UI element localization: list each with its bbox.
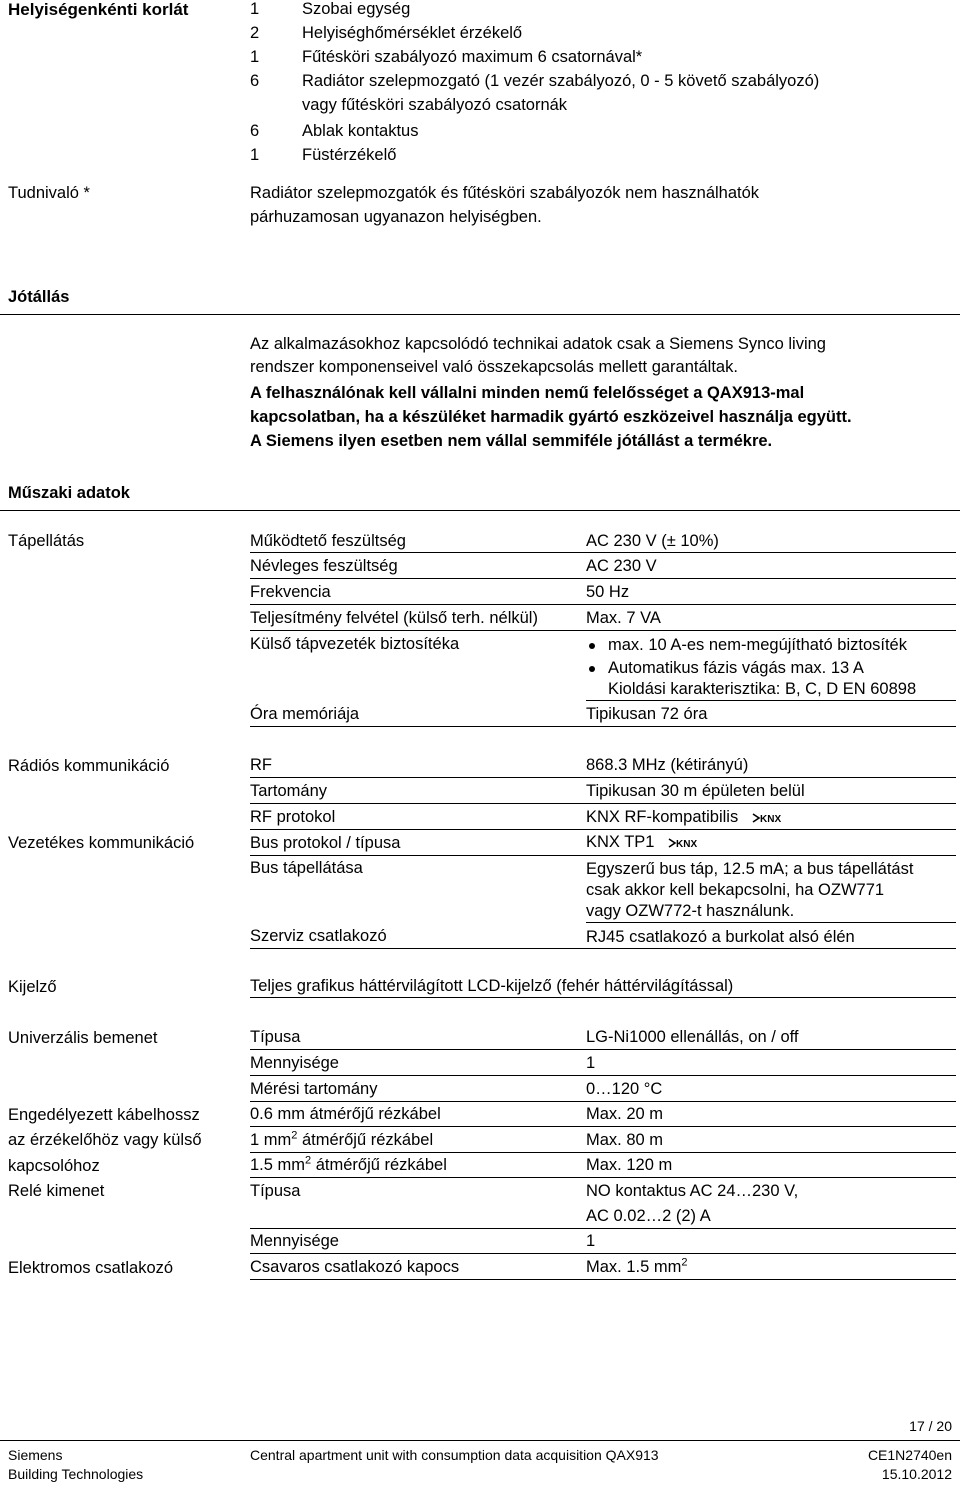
radio-protocol-text: KNX RF-kompatibilis <box>586 808 739 826</box>
row-rule <box>250 1075 956 1076</box>
universal-range-key: Mérési tartomány <box>250 1080 378 1098</box>
warranty-p2-line1: A felhasználónak kell vállalni minden nemű felelősséget a QAX913-mal <box>250 384 805 402</box>
radio-protocol-value <box>586 808 781 827</box>
row-rule <box>250 829 956 830</box>
wired-bus-protocol-value <box>586 833 697 852</box>
radio-label: Rádiós kommunikáció <box>8 757 170 775</box>
power-fuse-bullet-2-cont: Kioldási karakterisztika: B, C, D EN 60898 <box>608 680 917 698</box>
power-clock-key: Óra memóriája <box>250 705 360 723</box>
cable-label-3: kapcsolóhoz <box>8 1157 100 1175</box>
cable-1-key: 1 $mm^2$ átmérőjű rézkábel <box>250 1129 434 1149</box>
universal-type-key: Típusa <box>250 1028 301 1046</box>
radio-protocol-key: RF protokol <box>250 808 336 826</box>
relay-quantity-key: Mennyisége <box>250 1232 339 1250</box>
cable-06-value: Max. 20 m <box>586 1105 664 1123</box>
footer-doc-id: CE1N2740en <box>867 1447 952 1463</box>
row-rule <box>586 700 956 701</box>
page-number: 17 / 20 <box>909 1418 952 1434</box>
universal-quantity-value: 1 <box>586 1054 596 1072</box>
row-rule <box>250 1152 956 1153</box>
row-rule <box>250 552 956 553</box>
power-fuse-key: Külső tápvezeték biztosítéka <box>250 635 460 653</box>
universal-quantity-key: Mennyisége <box>250 1054 339 1072</box>
svg-text:KNX: KNX <box>676 838 698 850</box>
warranty-p2-line2: kapcsolatban, ha a készüléket harmadik gyártó eszközeivel használja együtt. <box>250 408 852 426</box>
row-rule <box>250 777 956 778</box>
universal-input-label: Univerzális bemenet <box>8 1029 158 1047</box>
wired-bus-power-value-3: vagy OZW772-t használunk. <box>586 902 795 920</box>
row-rule <box>250 855 956 856</box>
room-limit-label: Helyiségenkénti korlát <box>8 0 189 19</box>
bullet-icon <box>589 643 595 649</box>
power-label: Tápellátás <box>8 532 85 550</box>
radio-rf-key: RF <box>250 756 272 774</box>
row-rule <box>250 1177 956 1178</box>
power-operating-voltage-value: AC 230 V (± 10%) <box>586 532 719 550</box>
relay-type-value-1: NO kontaktus AC 24…230 V, <box>586 1182 799 1200</box>
warranty-p1-line1: Az alkalmazásokhoz kapcsolódó technikai adatok csak a Siemens Synco living <box>250 335 826 353</box>
footer-rule <box>0 1440 960 1441</box>
warranty-rule <box>0 314 960 315</box>
power-rated-voltage-value: AC 230 V <box>586 557 657 575</box>
universal-range-value: 0…120 °C <box>586 1080 663 1098</box>
wired-service-value: RJ45 csatlakozó a burkolat alsó élén <box>586 928 855 946</box>
power-frequency-value: 50 Hz <box>586 583 630 601</box>
footer-product: Central apartment unit with consumption data acquisition QAX913 <box>250 1447 659 1463</box>
wired-service-key: Szerviz csatlakozó <box>250 927 387 945</box>
wired-bus-power-value-2: csak akkor kell bekapcsolni, ha OZW771 <box>586 881 885 899</box>
power-fuse-bullet-2: Automatikus fázis vágás max. 13 A <box>608 659 864 677</box>
relay-type-key: Típusa <box>250 1182 301 1200</box>
relay-label: Relé kimenet <box>8 1182 105 1200</box>
warranty-p2-line3: A Siemens ilyen esetben nem vállal semmiféle jótállást a termékre. <box>250 432 773 450</box>
note-line-2: párhuzamosan ugyanazon helyiségben. <box>250 208 542 226</box>
cable-15-key: 1.5 $mm^2$ átmérőjű rézkábel <box>250 1154 447 1174</box>
display-label: Kijelző <box>8 978 57 996</box>
row-rule <box>250 997 956 998</box>
wired-bus-protocol-text: KNX TP1 <box>586 833 655 851</box>
cable-label-1: Engedélyezett kábelhossz <box>8 1106 200 1124</box>
knx-logo-icon <box>667 836 697 850</box>
footer-company-1: Siemens <box>8 1447 63 1463</box>
cable-06-key: 0.6 mm átmérőjű rézkábel <box>250 1105 441 1123</box>
power-operating-voltage-key: Működtető feszültség <box>250 532 406 550</box>
row-rule <box>250 948 956 949</box>
terminal-label: Elektromos csatlakozó <box>8 1259 174 1277</box>
footer-date: 15.10.2012 <box>881 1466 952 1482</box>
display-value: Teljes grafikus háttérvilágított LCD-kijelző (fehér háttérvilágítással) <box>250 977 734 995</box>
cable-15-value: Max. 120 m <box>586 1156 673 1174</box>
row-rule <box>250 1126 956 1127</box>
row-rule <box>250 1228 956 1229</box>
row-rule <box>250 630 956 631</box>
warranty-p1-line2: rendszer komponenseivel való összekapcsolás mellett garantáltak. <box>250 358 738 376</box>
row-rule <box>250 726 956 727</box>
warranty-heading: Jótállás <box>8 288 70 306</box>
row-rule <box>586 922 956 923</box>
note-label: Tudnivaló * <box>8 184 90 202</box>
universal-type-value: LG-Ni1000 ellenállás, on / off <box>586 1028 799 1046</box>
tech-heading: Műszaki adatok <box>8 484 130 502</box>
row-rule <box>250 1101 956 1102</box>
wired-bus-protocol-key: Bus protokol / típusa <box>250 834 401 852</box>
power-frequency-key: Frekvencia <box>250 583 331 601</box>
row-rule <box>250 1253 956 1254</box>
row-rule <box>250 803 956 804</box>
cable-1-value: Max. 80 m <box>586 1131 664 1149</box>
row-rule <box>250 604 956 605</box>
radio-rf-value: 868.3 MHz (kétirányú) <box>586 756 749 774</box>
wired-bus-power-value-1: Egyszerű bus táp, 12.5 mA; a bus tápellátást <box>586 860 914 878</box>
radio-range-key: Tartomány <box>250 782 328 800</box>
terminal-key: Csavaros csatlakozó kapocs <box>250 1258 460 1276</box>
power-consumption-value: Max. 7 VA <box>586 609 661 627</box>
row-rule <box>250 1279 956 1280</box>
row-rule <box>250 1049 956 1050</box>
tech-rule <box>0 510 960 511</box>
cable-label-2: az érzékelőhöz vagy külső <box>8 1131 202 1149</box>
footer-company-2: Building Technologies <box>8 1466 144 1482</box>
power-fuse-bullet-1: max. 10 A-es nem-megújítható biztosíték <box>608 636 907 654</box>
power-consumption-key: Teljesítmény felvétel (külső terh. nélkül) <box>250 609 538 627</box>
power-clock-value: Tipikusan 72 óra <box>586 705 708 723</box>
relay-type-value-2: AC 0.02…2 (2) A <box>586 1207 711 1225</box>
bullet-icon <box>589 666 595 672</box>
terminal-value: Max. 1.5 $mm^2$ <box>586 1256 688 1276</box>
knx-logo-icon <box>751 811 781 825</box>
relay-quantity-value: 1 <box>586 1232 596 1250</box>
wired-label: Vezetékes kommunikáció <box>8 834 195 852</box>
radio-range-value: Tipikusan 30 m épületen belül <box>586 782 805 800</box>
row-rule <box>250 578 956 579</box>
power-rated-voltage-key: Névleges feszültség <box>250 557 398 575</box>
svg-text:KNX: KNX <box>759 813 781 825</box>
note-line-1: Radiátor szelepmozgatók és fűtésköri szabályozók nem használhatók <box>250 184 760 202</box>
wired-bus-power-key: Bus tápellátása <box>250 859 363 877</box>
